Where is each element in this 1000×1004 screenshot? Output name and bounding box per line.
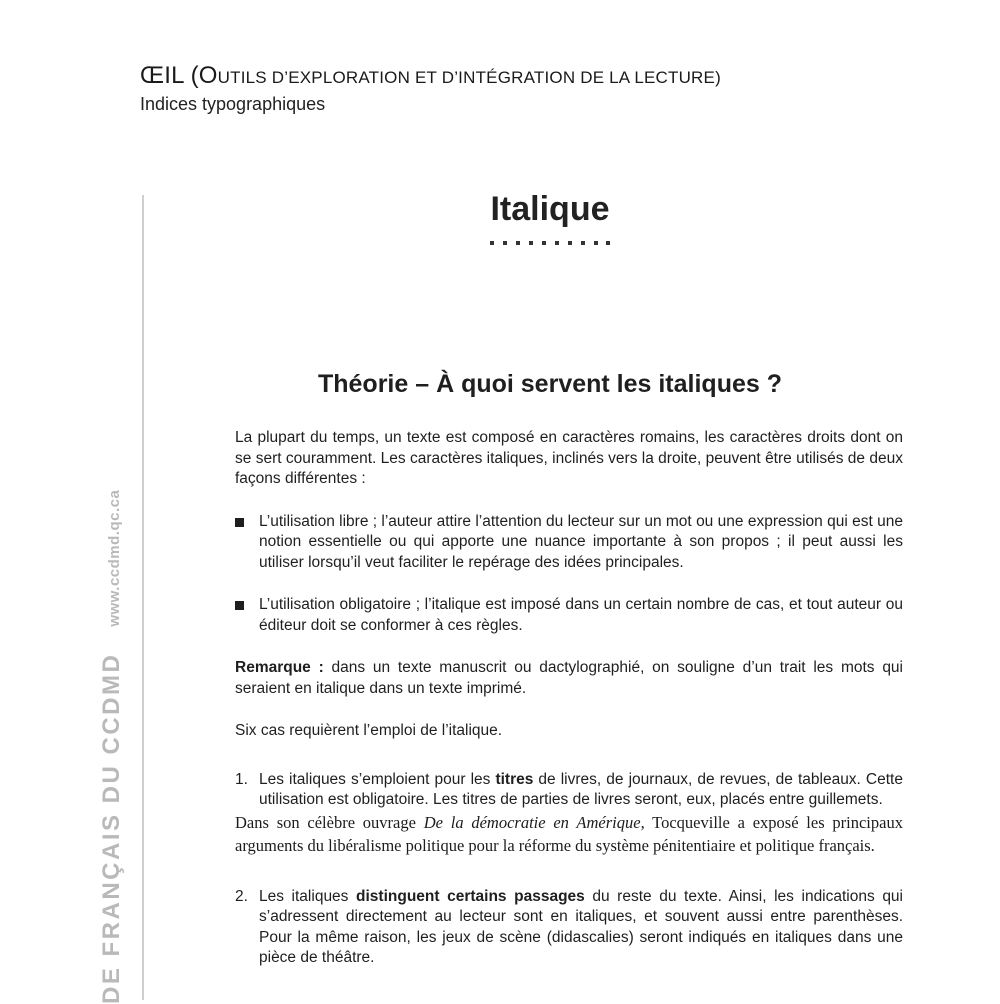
- item-text-after: du reste du texte. Ainsi, les indications qui s’adressent directement au lecteur sont en italiques, et souvent aussi entre parenthèses. Pour la même raison, les jeux de scène (didascalies) seront indiqués en italiques dans une pièce de théâtre.: [259, 887, 903, 966]
- numbered-item-1: [235, 770, 903, 811]
- remark-text: dans un texte manuscrit ou dactylographié, on souligne d’un trait les mots qui seraient en italique dans un texte imprimé.: [235, 659, 903, 697]
- item-number: 1.: [235, 770, 248, 788]
- header-title-rest: UTILS D’EXPLORATION ET D’INTÉGRATION DE LA LECTURE): [217, 68, 721, 87]
- intro-paragraph: La plupart du temps, un texte est composé en caractères romains, les caractères droits dont on se sert couramment. Les caractères italiques, inclinés vers la droite, peuvent être utilisés de deux façons différentes :: [235, 429, 903, 487]
- bullet-item: [235, 595, 903, 636]
- sidebar-rule: [142, 195, 144, 1000]
- example-quote: [235, 811, 903, 857]
- header-title-initial: ŒIL (O: [140, 62, 218, 89]
- header-subtitle: Indices typographiques: [140, 94, 326, 114]
- item-text-after: de livres, de journaux, de revues, de tableaux. Cette utilisation est obligatoire. Les titres de parties de livres seront, eux, placés entre guillemets.: [259, 770, 903, 808]
- body-text: [235, 428, 903, 969]
- six-cases-line: Six cas requièrent l’emploi de l’italique.: [235, 722, 503, 739]
- item-text-before: Les italiques: [259, 887, 357, 905]
- numbered-item-2: [235, 887, 903, 969]
- bullet-square-icon: [235, 601, 244, 610]
- bullet-square-icon: [235, 518, 244, 527]
- bullet-text: L’utilisation libre ; l’auteur attire l’attention du lecteur sur un mot ou une expression qui est une notion essentielle ou qui apporte une nuance importante à son propos ; il peut aussi les utiliser lorsqu’il veut faciliter le repérage des idées principales.: [259, 512, 903, 571]
- item-bold: titres: [495, 770, 534, 788]
- bullet-text: L’utilisation obligatoire ; l’italique est imposé dans un certain nombre de cas, et tout auteur ou éditeur doit se conformer à ces règles.: [259, 596, 903, 634]
- item-number: 2.: [235, 887, 248, 905]
- example-italic-title: De la démocratie en Amérique: [423, 812, 641, 832]
- remark-paragraph: [235, 658, 903, 699]
- remark-label: Remarque :: [235, 659, 324, 676]
- item-text-before: Les italiques s’emploient pour les: [259, 770, 496, 788]
- example-text-before: Dans son célèbre ouvrage: [235, 812, 424, 832]
- page-title: Italique: [490, 190, 610, 228]
- bullet-item: [235, 512, 903, 574]
- title-dotted-underline: [490, 240, 610, 246]
- header-title: [140, 62, 721, 90]
- item-bold: distinguent certains passages: [356, 887, 585, 905]
- example-text-after: , Tocqueville a exposé les principaux arguments du libéralisme politique pour la réforme du système pénitentiaire et politique français.: [235, 812, 903, 855]
- sidebar-label: DE FRANÇAIS DU CCDMD: [98, 652, 125, 1004]
- sidebar-text: [98, 490, 126, 1004]
- sidebar-url[interactable]: www.ccdmd.qc.ca: [106, 489, 123, 627]
- section-title: Théorie – À quoi servent les italiques ?: [317, 370, 782, 398]
